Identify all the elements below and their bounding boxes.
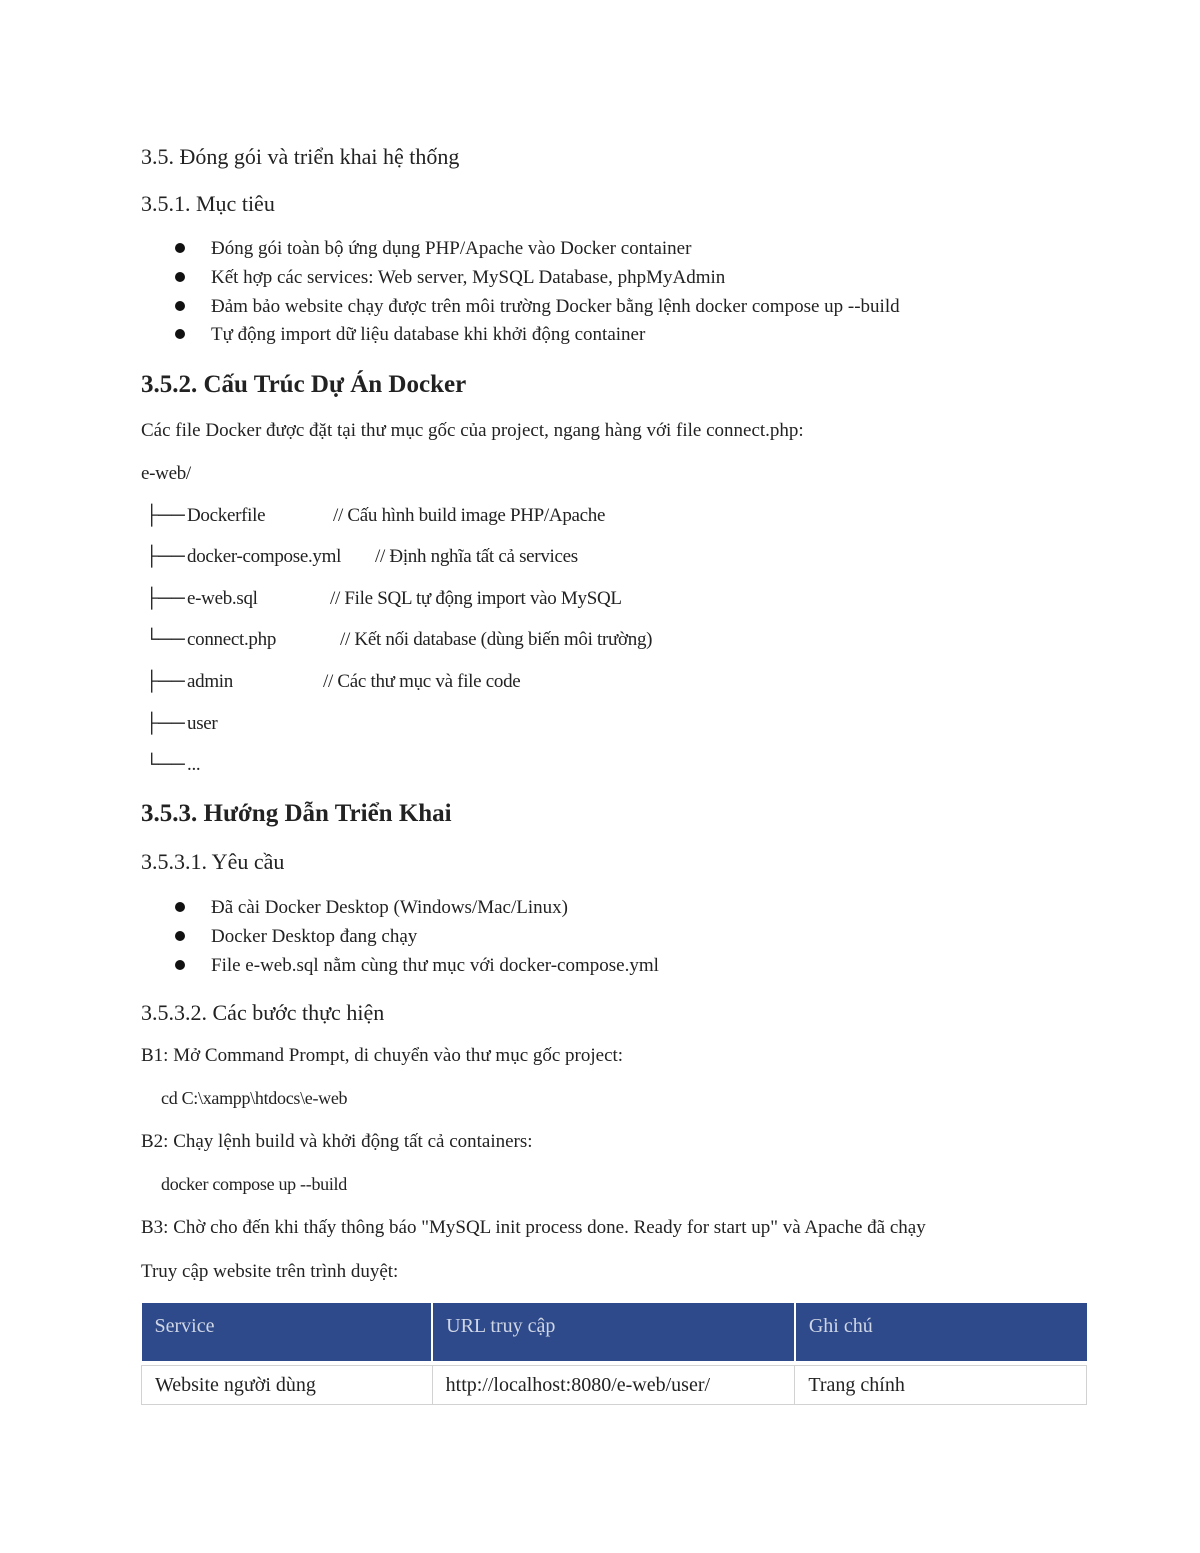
- tree-root: e-web/: [141, 463, 191, 484]
- section-3-5-3-1-title: 3.5.3.1. Yêu cầu: [141, 849, 285, 874]
- table-header-label: Service: [154, 1314, 215, 1337]
- list-item-text: Đã cài Docker Desktop (Windows/Mac/Linux): [211, 897, 568, 918]
- section-3-5-title: 3.5. Đóng gói và triển khai hệ thống: [141, 144, 460, 169]
- tree-file-name: ...: [187, 754, 201, 775]
- tree-branch-glyph: ├──: [145, 588, 185, 609]
- table-header-row: [142, 1303, 1087, 1361]
- table-header-cell: [795, 1303, 1087, 1361]
- tree-comment: // File SQL tự động import vào MySQL: [330, 588, 622, 609]
- table-row: [142, 1366, 1087, 1405]
- tree-file-name: connect.php: [187, 629, 277, 650]
- bullet-icon: [175, 301, 185, 311]
- tree-branch-glyph: ├──: [145, 713, 185, 734]
- tree-branch-glyph: ├──: [145, 546, 185, 567]
- table-cell: Website người dùng: [142, 1366, 433, 1405]
- table-header-label: URL truy cập: [446, 1314, 556, 1337]
- bullet-icon: [175, 272, 185, 282]
- list-item-text: Đảm bảo website chạy được trên môi trường Docker bằng lệnh docker compose up --build: [211, 296, 900, 317]
- section-3-5-3-title: 3.5.3. Hướng Dẫn Triển Khai: [141, 800, 452, 827]
- bullet-icon: [175, 960, 185, 970]
- tree-comment: // Kết nối database (dùng biến môi trường): [340, 629, 653, 650]
- command-2: docker compose up --build: [161, 1174, 347, 1194]
- bullet-icon: [175, 329, 185, 339]
- section-3-5-2-title: 3.5.2. Cấu Trúc Dự Án Docker: [141, 371, 467, 398]
- tree-comment: // Cấu hình build image PHP/Apache: [333, 505, 606, 526]
- tree-branch-glyph: ├──: [145, 505, 185, 526]
- step-2-text: B2: Chạy lệnh build và khởi động tất cả containers:: [141, 1131, 533, 1152]
- section-3-5-1-title: 3.5.1. Mục tiêu: [141, 191, 275, 216]
- table-header-cell: [432, 1303, 795, 1361]
- step-3-text: B3: Chờ cho đến khi thấy thông báo "MySQL init process done. Ready for start up" và Apache đã chạy: [141, 1217, 926, 1238]
- docker-intro-text: Các file Docker được đặt tại thư mục gốc của project, ngang hàng với file connect.php:: [141, 420, 804, 441]
- list-item-text: Docker Desktop đang chạy: [211, 926, 418, 947]
- tree-file-name: docker-compose.yml: [187, 546, 342, 567]
- list-item-text: Tự động import dữ liệu database khi khởi động container: [211, 324, 646, 345]
- tree-file-name: e-web.sql: [187, 588, 258, 609]
- tree-comment: // Định nghĩa tất cả services: [375, 546, 578, 567]
- table-header-cell: [142, 1303, 433, 1361]
- tree-comment: // Các thư mục và file code: [323, 671, 521, 692]
- list-item-text: Đóng gói toàn bộ ứng dụng PHP/Apache vào Docker container: [211, 238, 692, 259]
- list-item-text: File e-web.sql nằm cùng thư mục với docker-compose.yml: [211, 955, 659, 976]
- bullet-icon: [175, 931, 185, 941]
- tree-file-name: admin: [187, 671, 233, 692]
- section-3-5-3-2-title: 3.5.3.2. Các bước thực hiện: [141, 1000, 385, 1025]
- table-cell: http://localhost:8080/e-web/user/: [432, 1366, 795, 1405]
- tree-branch-glyph: ├──: [145, 671, 185, 692]
- tree-branch-glyph: └──: [145, 629, 185, 650]
- step-1-text: B1: Mở Command Prompt, di chuyển vào thư mục gốc project:: [141, 1045, 624, 1066]
- bullet-icon: [175, 902, 185, 912]
- tree-file-name: Dockerfile: [187, 505, 266, 526]
- tree-file-name: user: [187, 713, 218, 734]
- services-table: [141, 1303, 1087, 1405]
- table-header-label: Ghi chú: [808, 1314, 873, 1337]
- access-text: Truy cập website trên trình duyệt:: [141, 1261, 399, 1282]
- bullet-icon: [175, 243, 185, 253]
- list-item-text: Kết hợp các services: Web server, MySQL Database, phpMyAdmin: [211, 267, 726, 288]
- tree-branch-glyph: └──: [145, 754, 185, 775]
- table-cell: Trang chính: [795, 1366, 1087, 1405]
- command-1: cd C:\xampp\htdocs\e-web: [161, 1088, 348, 1108]
